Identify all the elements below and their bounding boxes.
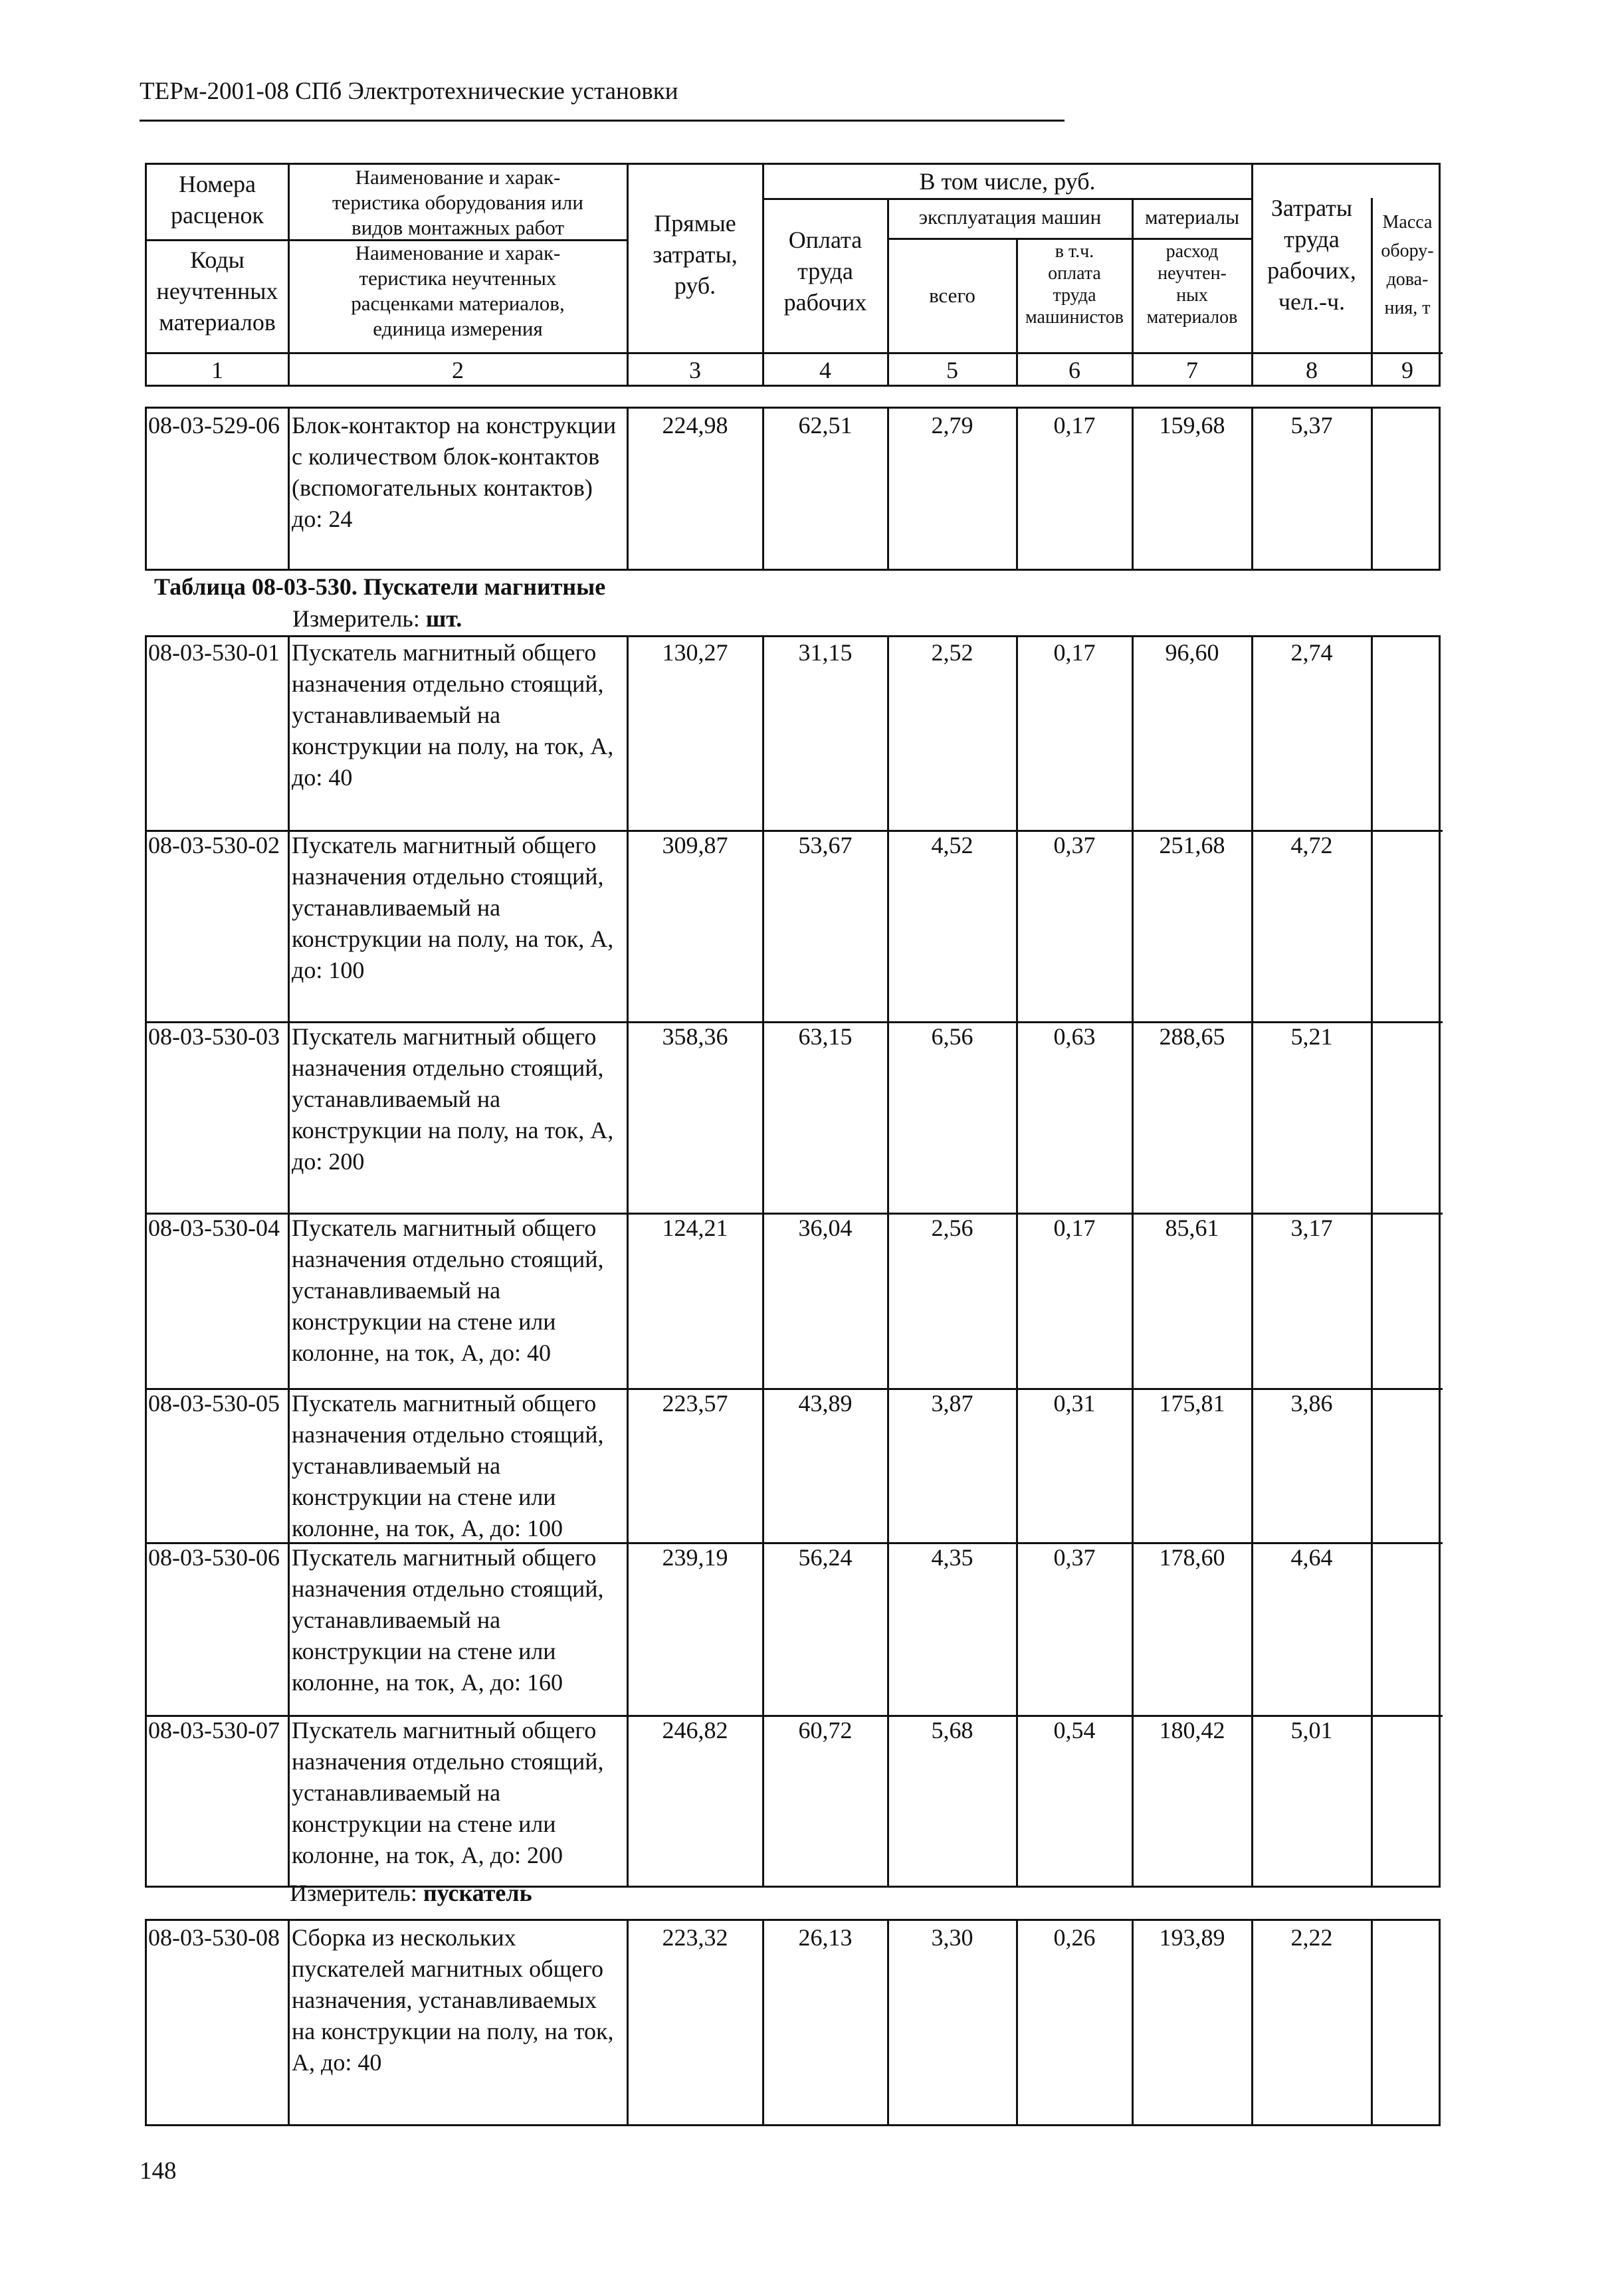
table-row bbox=[145, 407, 1441, 571]
rate-name-line: конструкции на полу, на ток, А, bbox=[292, 1117, 614, 1143]
meter-label: Измеритель: bbox=[290, 1880, 417, 1906]
materials-value: 180,42 bbox=[1159, 1717, 1225, 1743]
rate-name-line: устанавливаемый на bbox=[292, 1779, 501, 1806]
header-equipment-mass: ния, т bbox=[1384, 298, 1431, 318]
machines-total: 2,52 bbox=[931, 639, 973, 666]
header-operator-pay: машинистов bbox=[1025, 307, 1124, 328]
direct-costs: 130,27 bbox=[662, 639, 728, 666]
col-number: 6 bbox=[1068, 357, 1080, 383]
col-number: 9 bbox=[1401, 357, 1413, 383]
operator-pay: 0,54 bbox=[1053, 1717, 1096, 1743]
rate-name-line: назначения отдельно стоящий, bbox=[292, 1246, 604, 1272]
labor-hours: 4,72 bbox=[1290, 832, 1333, 858]
col-number: 4 bbox=[819, 357, 831, 383]
header-name-line: теристика оборудования или bbox=[332, 191, 583, 214]
header-direct-costs: руб. bbox=[674, 272, 716, 299]
header-code-line: Номера bbox=[178, 171, 256, 197]
rate-name-line: до: 40 bbox=[292, 764, 353, 791]
header-matcode-line: материалов bbox=[159, 309, 276, 336]
header-labor-hours: Затраты bbox=[1270, 195, 1353, 221]
rate-code: 08-03-530-01 bbox=[148, 639, 280, 666]
header-unaccounted-materials: расход bbox=[1166, 241, 1219, 262]
rate-name-line: до: 100 bbox=[292, 957, 365, 983]
rate-name-line: до: 24 bbox=[292, 506, 353, 532]
rate-code: 08-03-530-06 bbox=[148, 1544, 280, 1571]
rate-name-line: Блок-контактор на конструкции bbox=[292, 412, 617, 439]
machines-total: 3,87 bbox=[931, 1390, 973, 1417]
col-number: 8 bbox=[1306, 357, 1318, 383]
labor-hours: 5,37 bbox=[1290, 412, 1333, 439]
header-name-line: видов монтажных работ bbox=[351, 216, 565, 239]
materials-value: 178,60 bbox=[1159, 1544, 1225, 1571]
materials-value: 175,81 bbox=[1159, 1390, 1225, 1417]
rate-name-line: до: 200 bbox=[292, 1148, 365, 1175]
meter-value: шт. bbox=[425, 605, 462, 632]
rate-name-line: конструкции на стене или bbox=[292, 1308, 556, 1335]
labor-pay: 31,15 bbox=[798, 639, 853, 666]
header-matname-line: единица измерения bbox=[373, 317, 543, 340]
labor-hours: 3,17 bbox=[1290, 1215, 1333, 1241]
header-unaccounted-materials: неучтен- bbox=[1158, 263, 1227, 284]
materials-value: 159,68 bbox=[1159, 412, 1225, 439]
direct-costs: 246,82 bbox=[662, 1717, 728, 1743]
header-labor-pay: труда bbox=[797, 258, 853, 284]
machines-total: 2,56 bbox=[931, 1215, 973, 1241]
labor-pay: 36,04 bbox=[798, 1215, 853, 1241]
labor-hours: 5,21 bbox=[1290, 1023, 1333, 1050]
rate-name-line: конструкции на полу, на ток, А, bbox=[292, 733, 614, 759]
direct-costs: 358,36 bbox=[662, 1023, 728, 1050]
materials-value: 85,61 bbox=[1165, 1215, 1219, 1241]
rate-name-line: устанавливаемый на bbox=[292, 1607, 501, 1633]
rate-name-line: А, до: 40 bbox=[292, 2049, 382, 2076]
direct-costs: 239,19 bbox=[662, 1544, 728, 1571]
header-matname-line: расценками материалов, bbox=[351, 292, 565, 315]
table-row bbox=[145, 1919, 1441, 2126]
machines-total: 4,52 bbox=[931, 832, 973, 858]
meter-label: Измеритель: bbox=[292, 605, 420, 632]
col-number: 2 bbox=[452, 357, 464, 383]
col-number: 3 bbox=[689, 357, 701, 383]
col-number: 1 bbox=[211, 357, 223, 383]
direct-costs: 224,98 bbox=[662, 412, 728, 439]
page-number: 148 bbox=[140, 2157, 177, 2185]
machines-total: 3,30 bbox=[931, 1924, 973, 1951]
rate-name-line: Пускатель магнитный общего bbox=[292, 639, 597, 666]
rate-name-line: Пускатель магнитный общего bbox=[292, 832, 597, 858]
operator-pay: 0,17 bbox=[1053, 412, 1096, 439]
machines-total: 2,79 bbox=[931, 412, 973, 439]
direct-costs: 223,57 bbox=[662, 1390, 728, 1417]
operator-pay: 0,37 bbox=[1053, 1544, 1096, 1571]
operator-pay: 0,17 bbox=[1053, 1215, 1096, 1241]
rate-name-line: Пускатель магнитный общего bbox=[292, 1544, 597, 1571]
page-header-title: ТЕРм-2001-08 СПб Электротехнические установки bbox=[140, 78, 678, 105]
header-labor-pay: рабочих bbox=[783, 289, 867, 316]
materials-value: 251,68 bbox=[1159, 832, 1225, 858]
rate-name-line: конструкции на стене или bbox=[292, 1811, 556, 1837]
rate-code: 08-03-530-05 bbox=[148, 1390, 280, 1417]
table-header bbox=[145, 163, 1441, 387]
rate-name-line: конструкции на стене или bbox=[292, 1638, 556, 1664]
rate-name-line: Пускатель магнитный общего bbox=[292, 1717, 597, 1743]
labor-pay: 26,13 bbox=[798, 1924, 853, 1951]
direct-costs: 309,87 bbox=[662, 832, 728, 858]
rate-name-line: колонне, на ток, А, до: 40 bbox=[292, 1340, 551, 1366]
rate-code: 08-03-530-04 bbox=[148, 1215, 280, 1241]
rate-name-line: устанавливаемый на bbox=[292, 1277, 501, 1304]
rate-name-line: устанавливаемый на bbox=[292, 1086, 501, 1112]
header-operator-pay: в т.ч. bbox=[1055, 241, 1094, 262]
rate-name-line: назначения отдельно стоящий, bbox=[292, 670, 604, 697]
header-direct-costs: затраты, bbox=[653, 241, 738, 268]
labor-hours: 2,22 bbox=[1290, 1924, 1333, 1951]
rate-name-line: назначения, устанавливаемых bbox=[292, 1987, 597, 2013]
labor-pay: 60,72 bbox=[798, 1717, 853, 1743]
header-name-line: Наименование и харак- bbox=[355, 165, 561, 189]
direct-costs: 124,21 bbox=[662, 1215, 728, 1241]
materials-value: 288,65 bbox=[1159, 1023, 1225, 1050]
rate-code: 08-03-530-02 bbox=[148, 832, 280, 858]
header-rule bbox=[140, 120, 1065, 122]
rate-code: 08-03-530-03 bbox=[148, 1023, 280, 1050]
header-equipment-mass: Масса bbox=[1382, 212, 1433, 233]
labor-hours: 3,86 bbox=[1290, 1390, 1333, 1417]
operator-pay: 0,31 bbox=[1053, 1390, 1096, 1417]
labor-hours: 4,64 bbox=[1290, 1544, 1333, 1571]
rate-code: 08-03-530-07 bbox=[148, 1717, 280, 1743]
direct-costs: 223,32 bbox=[662, 1924, 728, 1951]
rate-name-line: назначения отдельно стоящий, bbox=[292, 1748, 604, 1775]
rate-name-line: Сборка из нескольких bbox=[292, 1924, 516, 1951]
header-matcode-line: неучтенных bbox=[156, 278, 278, 304]
rate-code: 08-03-530-08 bbox=[148, 1924, 280, 1951]
labor-hours: 5,01 bbox=[1290, 1717, 1333, 1743]
rate-name-line: устанавливаемый на bbox=[292, 1452, 501, 1479]
operator-pay: 0,63 bbox=[1053, 1023, 1096, 1050]
header-materials: материалы bbox=[1144, 205, 1240, 229]
header-including: В том числе, руб. bbox=[919, 168, 1096, 195]
rate-name-line: устанавливаемый на bbox=[292, 894, 501, 921]
rate-name-line: Пускатель магнитный общего bbox=[292, 1390, 597, 1417]
rate-name-line: назначения отдельно стоящий, bbox=[292, 1421, 604, 1448]
rate-name-line: назначения отдельно стоящий, bbox=[292, 1575, 604, 1602]
header-matname-line: теристика неучтенных bbox=[359, 266, 557, 290]
header-labor-hours: чел.-ч. bbox=[1278, 288, 1346, 315]
labor-pay: 63,15 bbox=[798, 1023, 853, 1050]
operator-pay: 0,26 bbox=[1053, 1924, 1096, 1951]
header-matcode-line: Коды bbox=[190, 247, 245, 273]
col-number: 5 bbox=[946, 357, 958, 383]
labor-pay: 56,24 bbox=[798, 1544, 853, 1571]
header-operator-pay: труда bbox=[1053, 285, 1096, 306]
header-code-line: расценок bbox=[171, 202, 264, 229]
header-direct-costs: Прямые bbox=[654, 210, 736, 237]
rate-name-line: колонне, на ток, А, до: 100 bbox=[292, 1515, 563, 1541]
rate-name-line: колонне, на ток, А, до: 160 bbox=[292, 1669, 563, 1696]
header-labor-pay: Оплата bbox=[788, 227, 863, 253]
rate-name-line: конструкции на полу, на ток, А, bbox=[292, 926, 614, 952]
header-labor-hours: труда bbox=[1284, 226, 1340, 252]
rate-name-line: колонне, на ток, А, до: 200 bbox=[292, 1842, 563, 1868]
rate-name-line: пускателей магнитных общего bbox=[292, 1955, 604, 1982]
rate-name-line: (вспомогательных контактов) bbox=[292, 474, 593, 501]
rate-name-line: Пускатель магнитный общего bbox=[292, 1215, 597, 1241]
labor-pay: 53,67 bbox=[798, 832, 853, 858]
header-operator-pay: оплата bbox=[1048, 263, 1101, 284]
header-machines: эксплуатация машин bbox=[918, 205, 1102, 229]
rate-name-line: Пускатель магнитный общего bbox=[292, 1023, 597, 1050]
operator-pay: 0,37 bbox=[1053, 832, 1096, 858]
col-number: 7 bbox=[1186, 357, 1198, 383]
machines-total: 6,56 bbox=[931, 1023, 973, 1050]
header-unaccounted-materials: ных bbox=[1176, 285, 1208, 306]
rate-name-line: конструкции на стене или bbox=[292, 1484, 556, 1510]
header-labor-hours: рабочих, bbox=[1267, 257, 1356, 284]
header-unaccounted-materials: материалов bbox=[1146, 307, 1238, 328]
table-title: Таблица 08-03-530. Пускатели магнитные bbox=[154, 573, 606, 600]
materials-value: 96,60 bbox=[1165, 639, 1219, 666]
materials-value: 193,89 bbox=[1159, 1924, 1225, 1951]
rate-code: 08-03-529-06 bbox=[148, 412, 280, 439]
header-matname-line: Наименование и харак- bbox=[355, 241, 561, 264]
labor-pay: 43,89 bbox=[798, 1390, 853, 1417]
rate-name-line: устанавливаемый на bbox=[292, 702, 501, 728]
meter-value: пускатель bbox=[423, 1880, 532, 1906]
labor-hours: 2,74 bbox=[1290, 639, 1333, 666]
rate-name-line: назначения отдельно стоящий, bbox=[292, 1054, 604, 1081]
operator-pay: 0,17 bbox=[1053, 639, 1096, 666]
rate-name-line: на конструкции на полу, на ток, bbox=[292, 2018, 614, 2044]
machines-total: 5,68 bbox=[931, 1717, 973, 1743]
header-equipment-mass: обору- bbox=[1381, 241, 1434, 261]
rate-name-line: с количеством блок-контактов bbox=[292, 443, 600, 470]
machines-total: 4,35 bbox=[931, 1544, 973, 1571]
rate-name-line: назначения отдельно стоящий, bbox=[292, 863, 604, 890]
labor-pay: 62,51 bbox=[798, 412, 853, 439]
header-machines-total: всего bbox=[929, 284, 975, 307]
header-equipment-mass: дова- bbox=[1386, 269, 1429, 290]
